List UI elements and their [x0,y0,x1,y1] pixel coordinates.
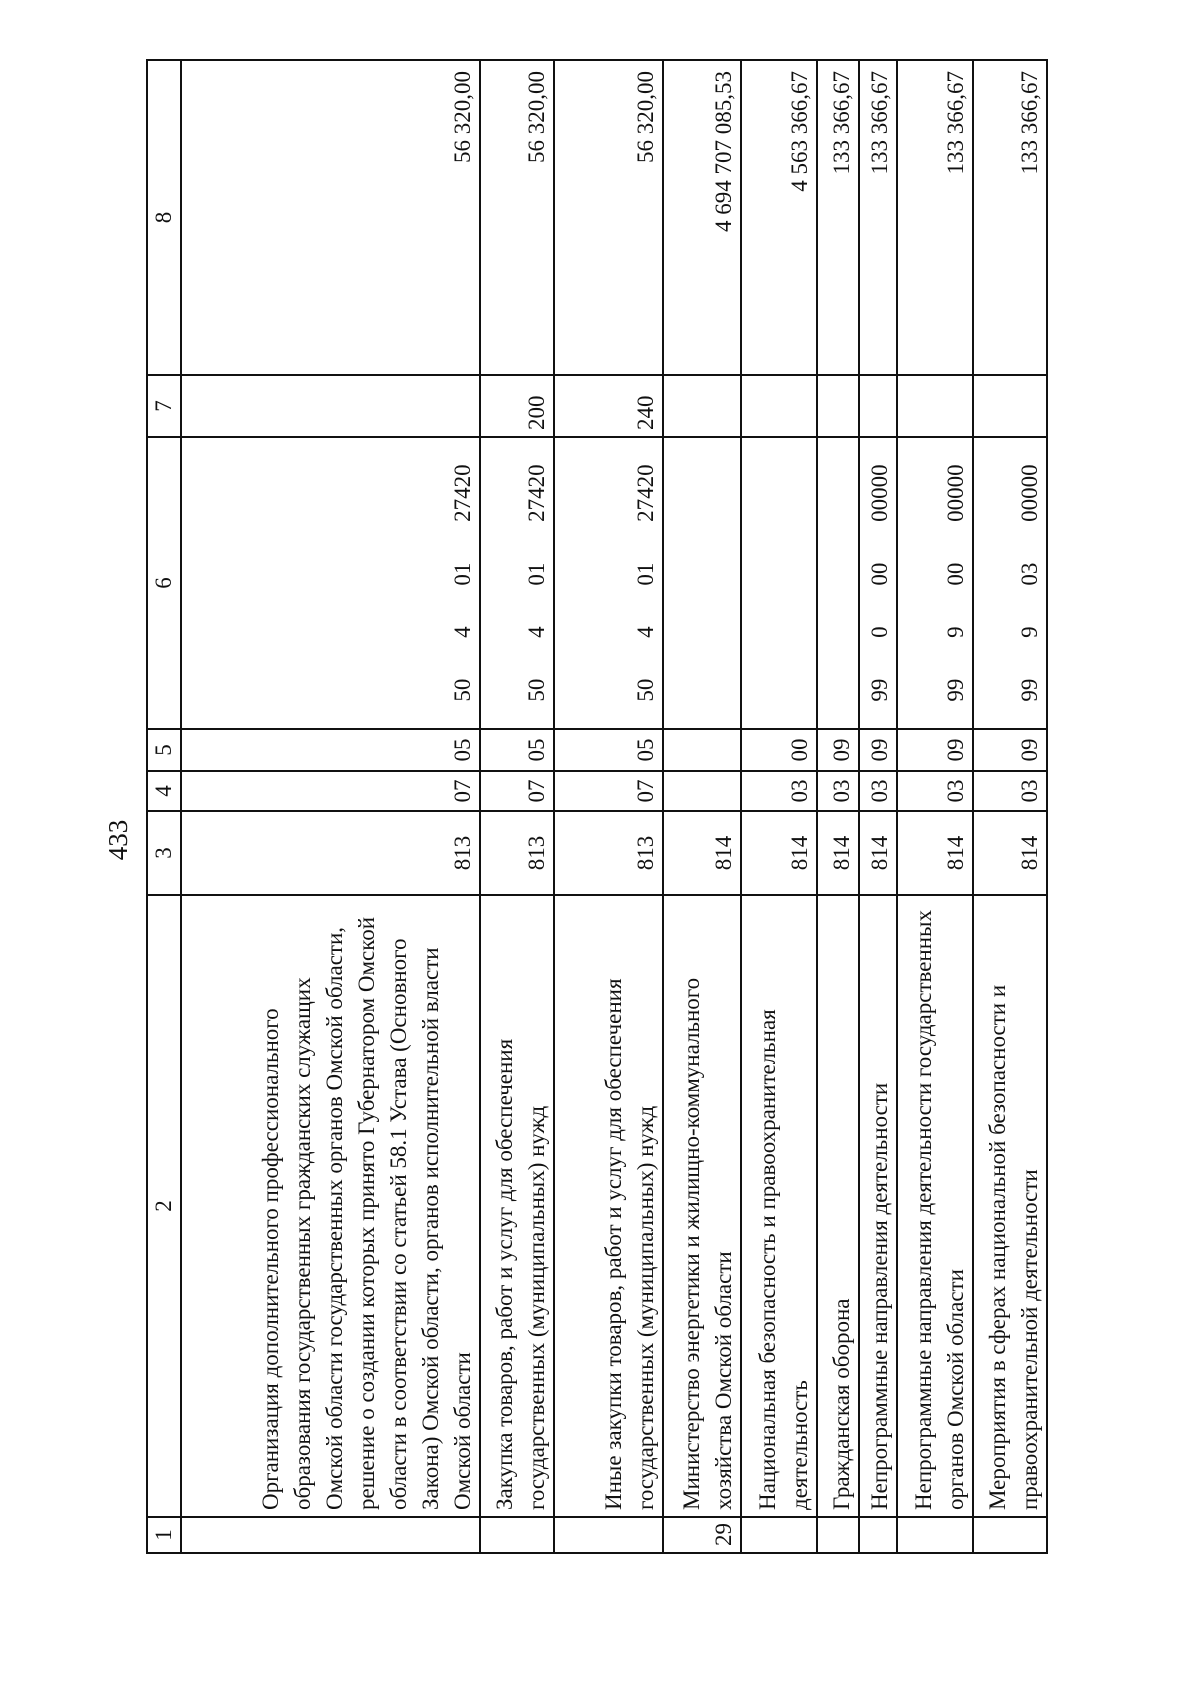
target-code-part: 0 [867,626,893,638]
column-header: 8 [147,60,181,375]
amount-cell: 133 366,67 [973,60,1047,375]
amount-cell: 56 320,00 [181,60,480,375]
target-code-part: 9 [1017,626,1042,638]
name-cell: Министерство энергетики и жилищно-коммунального хозяйства Омской области [663,895,741,1517]
target-code-part: 50 [450,678,476,702]
name-cell: Гражданская оборона [817,895,859,1517]
subsection-cell [663,729,741,771]
row-number-cell [480,1517,554,1553]
target-article-cell [859,437,897,729]
row-number-cell [741,1517,817,1553]
target-code-part: 00000 [943,464,969,522]
subsection-cell: 05 [181,729,480,771]
expense-type-cell [897,375,973,437]
target-code-part: 4 [450,626,476,638]
column-header: 6 [147,437,181,729]
target-code-part: 27420 [450,464,476,522]
expense-type-cell [181,375,480,437]
target-code-part: 01 [523,562,549,586]
target-code-part: 99 [867,678,893,702]
target-article-cell [554,437,663,729]
code-cell: 813 [480,811,554,895]
target-article-cell [741,437,817,729]
section-cell [663,771,741,811]
code-cell: 813 [181,811,480,895]
amount-cell: 56 320,00 [554,60,663,375]
code-cell: 814 [973,811,1047,895]
column-header: 7 [147,375,181,437]
name-cell: Закупка товаров, работ и услуг для обеспечения государственных (муниципальных) нужд [480,895,554,1517]
row-number-cell [897,1517,973,1553]
table-row [817,60,859,1553]
target-code-part: 27420 [633,464,659,522]
target-code-part: 00 [867,562,893,586]
column-header: 4 [147,771,181,811]
code-cell: 814 [741,811,817,895]
table-row [554,60,663,1553]
expense-type-cell [741,375,817,437]
target-code-part: 99 [943,678,969,702]
table-row [859,60,897,1553]
column-header: 3 [147,811,181,895]
section-cell: 03 [859,771,897,811]
code-cell: 814 [663,811,741,895]
row-number-cell [859,1517,897,1553]
target-code-part: 50 [633,678,659,702]
target-article-cell [181,437,480,729]
page-number: 433 [103,819,133,861]
section-cell: 07 [480,771,554,811]
row-number-cell [554,1517,663,1553]
amount-cell: 4 563 366,67 [741,60,817,375]
amount-cell: 56 320,00 [480,60,554,375]
expense-type-cell [817,375,859,437]
code-cell: 814 [817,811,859,895]
section-cell: 03 [897,771,973,811]
amount-cell: 4 694 707 085,53 [663,60,741,375]
column-header: 2 [147,895,181,1517]
section-cell: 07 [181,771,480,811]
table-row [741,60,817,1553]
section-cell: 03 [817,771,859,811]
expense-type-cell: 200 [480,375,554,437]
row-number-cell [973,1517,1047,1553]
target-code-part: 27420 [523,464,549,522]
target-article-cell [663,437,741,729]
budget-table-container [146,61,1048,1554]
amount-cell: 133 366,67 [897,60,973,375]
section-cell: 07 [554,771,663,811]
row-number-cell [181,1517,480,1553]
amount-cell: 133 366,67 [817,60,859,375]
target-code-part: 4 [523,626,549,638]
name-cell: Мероприятия в сферах национальной безопасности и правоохранительной деятельности [973,895,1047,1517]
target-code-part: 99 [1017,678,1042,702]
target-article-cell [973,437,1047,729]
table-row [973,60,1047,1553]
name-cell: Непрограммные направления деятельности государственных органов Омской области [897,895,973,1517]
expense-type-cell [973,375,1047,437]
code-cell: 813 [554,811,663,895]
expense-type-cell: 240 [554,375,663,437]
target-code-part: 01 [633,562,659,586]
section-cell: 03 [973,771,1047,811]
subsection-cell: 05 [480,729,554,771]
subsection-cell: 09 [817,729,859,771]
target-code-part: 03 [1017,562,1042,586]
subsection-cell: 09 [859,729,897,771]
target-article-cell [480,437,554,729]
target-code-part: 50 [523,678,549,702]
target-code-part: 00 [943,562,969,586]
row-number-cell: 29 [663,1517,741,1553]
header-row [147,60,181,1553]
section-cell: 03 [741,771,817,811]
column-header: 5 [147,729,181,771]
target-code-part: 01 [450,562,476,586]
expense-type-cell [663,375,741,437]
code-cell: 814 [897,811,973,895]
name-cell: Иные закупки товаров, работ и услуг для обеспечения государственных (муниципальных) нужд [554,895,663,1517]
name-cell: Организация дополнительного профессионального образования государственных гражданских служащих Омской области государственных органов Омской области, решение о создании которых принято Губернатором Омской области в соответствии со статьей 58.1 Устава (Основного Закона) Омской области, органов исполнительной власти Омской области [181,895,480,1517]
name-cell: Непрограммные направления деятельности [859,895,897,1517]
table-row [181,60,480,1553]
target-code-part: 00000 [867,464,893,522]
subsection-cell: 09 [973,729,1047,771]
subsection-cell: 09 [897,729,973,771]
target-article-cell [897,437,973,729]
subsection-cell: 05 [554,729,663,771]
target-article-cell [817,437,859,729]
target-code-part: 9 [943,626,969,638]
name-cell: Национальная безопасность и правоохранительная деятельность [741,895,817,1517]
table-row [663,60,741,1553]
target-code-part: 4 [633,626,659,638]
row-number-cell [817,1517,859,1553]
amount-cell: 133 366,67 [859,60,897,375]
code-cell: 814 [859,811,897,895]
budget-table [146,59,1048,1554]
table-row [897,60,973,1553]
table-row [480,60,554,1553]
target-code-part: 00000 [1017,464,1042,522]
column-header: 1 [147,1517,181,1553]
subsection-cell: 00 [741,729,817,771]
expense-type-cell [859,375,897,437]
